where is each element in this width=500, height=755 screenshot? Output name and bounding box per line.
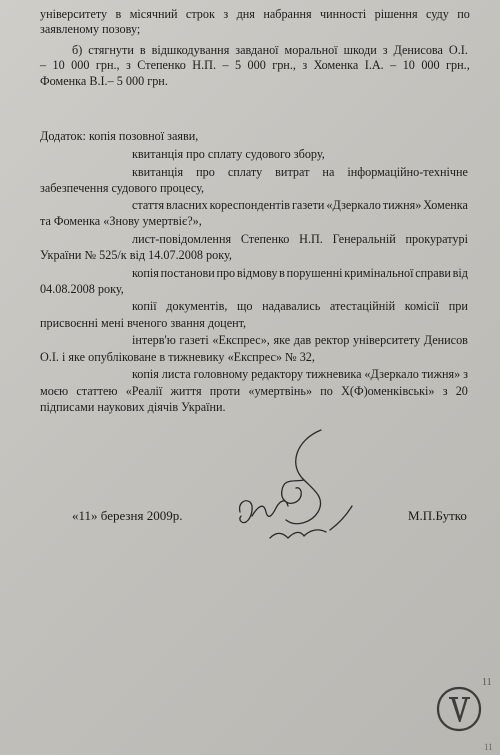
word: власних: [166, 198, 208, 212]
word: статтею: [76, 384, 118, 398]
word: з: [223, 7, 229, 21]
word: головному: [193, 367, 249, 381]
word: лист-повідомлення: [132, 232, 232, 246]
word: Хоменка: [313, 58, 359, 72]
document-date: «11» березня 2009р.: [72, 508, 183, 523]
word: з: [382, 43, 388, 57]
word: листа: [161, 367, 191, 381]
word: –: [222, 58, 229, 72]
word: б): [72, 43, 83, 57]
appendix-line-4: забезпечення судового процесу,: [40, 181, 205, 195]
word: атестаційній: [329, 299, 396, 313]
word: тижня»: [421, 367, 461, 381]
word: прокуратурі: [405, 232, 468, 246]
word: «умертвінь»: [248, 384, 313, 398]
word: завданої: [235, 43, 279, 57]
appendix-line-7: [132, 232, 468, 246]
word: дав: [293, 333, 312, 347]
word: копія: [132, 266, 159, 280]
word: інтерв'ю: [132, 333, 176, 347]
word: набрання: [263, 7, 312, 21]
appendix-line-9: [132, 266, 468, 280]
word: від: [452, 266, 468, 280]
word: відшкодування: [151, 43, 230, 57]
word: постанови: [160, 266, 215, 280]
appendix-line-10: 04.08.2008 року,: [40, 282, 124, 296]
word: 10: [52, 58, 65, 72]
word: інформаційно-технічне: [347, 165, 468, 179]
body-line-5: Фоменка В.І.– 5 000 грн.: [40, 74, 168, 88]
word: Хоменка: [423, 198, 468, 212]
word: з: [126, 58, 131, 72]
body-line-2: заявленому позову;: [40, 22, 141, 36]
word: моральної: [284, 43, 338, 57]
word: по: [320, 384, 333, 398]
word: дня: [236, 7, 255, 21]
word: ректор: [314, 333, 350, 347]
word: 5: [234, 58, 242, 72]
handwritten-signature: [226, 420, 366, 550]
word: копія: [132, 367, 159, 381]
word: проти: [209, 384, 241, 398]
word: рішення: [374, 7, 418, 21]
word: справи: [415, 266, 451, 280]
word: шкоди: [343, 43, 377, 57]
word: редактору: [251, 367, 304, 381]
word: чинності: [320, 7, 367, 21]
word: витрат: [275, 165, 310, 179]
word: газеті: [179, 333, 209, 347]
word: відмову: [236, 266, 278, 280]
appendix-line-6: та Фоменка «Знову умертвіє?»,: [40, 214, 202, 228]
appendix-line-17: підписами наукових діячів України.: [40, 400, 226, 414]
word: університету: [40, 7, 108, 21]
word: тижня»: [382, 198, 422, 212]
word: в: [115, 7, 122, 21]
appendix-line-13: [132, 333, 468, 347]
word: комісії: [404, 299, 440, 313]
word: Степенко: [240, 232, 290, 246]
appendix-line-11: [132, 299, 468, 313]
word: стягнути: [88, 43, 134, 57]
word: І.А.: [364, 58, 384, 72]
word: моєю: [40, 384, 69, 398]
word: 10: [402, 58, 415, 72]
body-line-3: [72, 43, 468, 57]
word: університету: [353, 333, 421, 347]
appendix-line-5: [132, 198, 468, 212]
word: «Дзеркало: [364, 367, 419, 381]
word: «Експрес»,: [212, 333, 270, 347]
appendix-line-3: [132, 165, 468, 179]
word: про: [216, 266, 236, 280]
page-number: 11: [482, 677, 492, 688]
word: Генеральній: [332, 232, 396, 246]
word: місячний: [129, 7, 178, 21]
word: О.І.: [448, 43, 468, 57]
appendix-line-2: квитанція про сплату судового збору,: [132, 147, 325, 161]
word: суду: [425, 7, 449, 21]
appendix-line-14: О.І. і яке опубліковане в тижневику «Експрес» № 32,: [40, 350, 315, 364]
word: Н.П.: [299, 232, 323, 246]
word: 000: [71, 58, 90, 72]
page-number-bottom: 11: [484, 742, 493, 752]
word: що: [237, 299, 253, 313]
word: Х(Ф)оменківські»: [341, 384, 435, 398]
appendix-line-1: Додаток: копія позовної заяви,: [40, 129, 199, 143]
word: Н.П.: [192, 58, 216, 72]
word: тижневика: [305, 367, 362, 381]
author-name: М.П.Бутко: [408, 508, 467, 523]
appendix-line-8: України № 525/к від 14.07.2008 року,: [40, 248, 232, 262]
appendix-line-12: присвоєнні мені вченого звання доцент,: [40, 316, 247, 330]
word: документів,: [166, 299, 228, 313]
word: порушенні: [286, 266, 343, 280]
word: строк: [185, 7, 215, 21]
word: –: [40, 58, 47, 72]
word: на: [322, 165, 335, 179]
word: про: [196, 165, 215, 179]
word: Денисов: [423, 333, 468, 347]
word: Денисова: [393, 43, 443, 57]
word: в: [279, 266, 285, 280]
word: життя: [170, 384, 202, 398]
word: 000: [247, 58, 266, 72]
word: кореспондентів: [209, 198, 290, 212]
word: 20: [455, 384, 468, 398]
word: «Дзеркало: [326, 198, 381, 212]
word: з: [463, 367, 468, 381]
word: стаття: [132, 198, 165, 212]
word: газети: [291, 198, 325, 212]
word: сплату: [227, 165, 263, 179]
word: «Реалії: [125, 384, 163, 398]
word: по: [457, 7, 470, 21]
word: з: [302, 58, 308, 72]
word: при: [448, 299, 468, 313]
word: Степенко: [137, 58, 186, 72]
word: в: [139, 43, 146, 57]
publication-logo: [436, 686, 482, 732]
word: надавались: [262, 299, 321, 313]
word: грн.,: [272, 58, 296, 72]
word: яке: [273, 333, 291, 347]
body-line-4: [40, 58, 470, 72]
word: копії: [132, 299, 157, 313]
word: кримінальної: [344, 266, 414, 280]
word: 000: [421, 58, 440, 72]
word: квитанція: [132, 165, 184, 179]
appendix-line-15: [132, 367, 468, 381]
word: –: [390, 58, 397, 72]
word: грн.,: [95, 58, 120, 72]
appendix-line-16: [40, 384, 468, 398]
word: грн.,: [446, 58, 470, 72]
body-line-1: [40, 7, 470, 21]
word: з: [442, 384, 448, 398]
